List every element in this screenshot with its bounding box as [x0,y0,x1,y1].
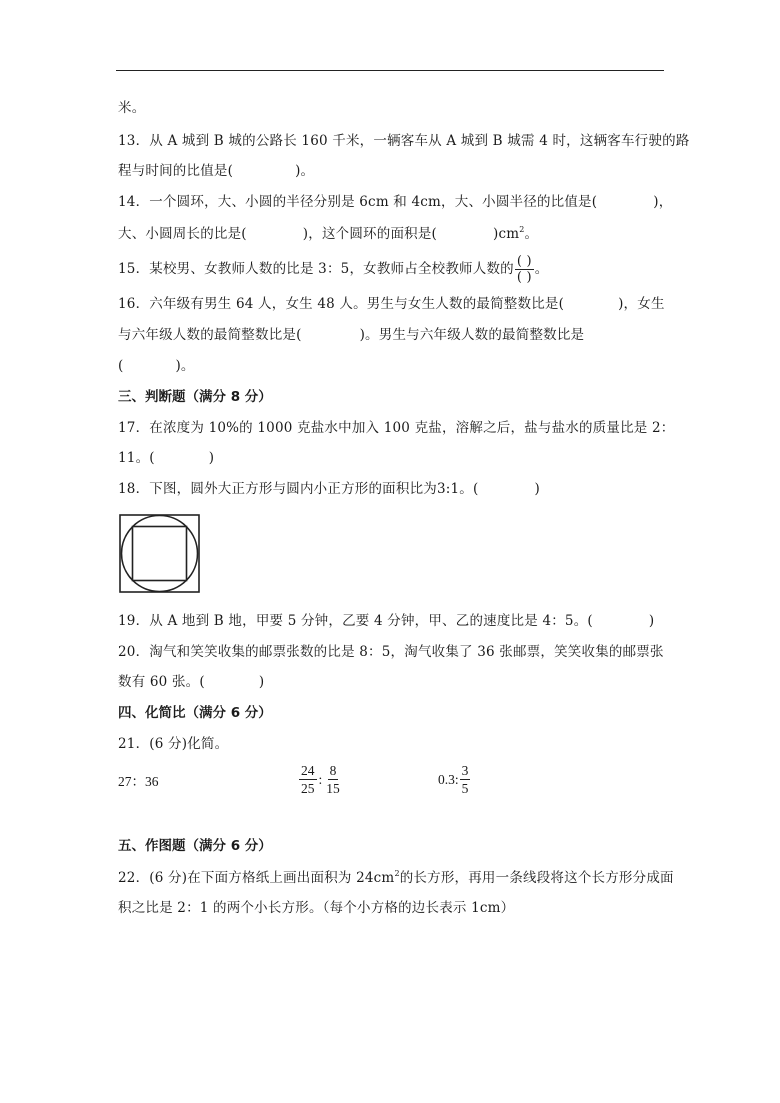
section-3-heading: 三、判断题（满分 8 分） [118,389,272,405]
q22-line2: 积之比是 2：1 的两个小长方形。（每个小方格的边长表示 1cm） [118,900,515,916]
q16-line3: ( )。 [118,358,195,374]
section-5-heading: 五、作图题（满分 6 分） [118,838,272,854]
section-4-heading: 四、化简比（满分 6 分） [118,705,272,721]
q17-line2: 11。( ) [118,450,215,466]
q22-line1: 22．(6 分)在下面方格纸上画出面积为 $24cm^2$的长方形，再用一条线段将这个长方形分成面 [118,869,674,886]
q18-line: 18．下图，圆外大正方形与圆内小正方形的面积比为3:1。( ) [118,481,540,497]
q21-expression-1: 27：36 [118,774,159,789]
q15-fraction-blank[interactable]: $\frac{( )}{( )}$ [516,254,532,285]
q13-line1: 13．从 A 城到 B 城的公路长 160 千米，一辆客车从 A 城到 B 城需 4 时，这辆客车行驶的路 [118,133,690,149]
q19-line: 19．从 A 地到 B 地，甲要 5 分钟，乙要 4 分钟，甲、乙的速度比是 4：5。( ) [118,613,655,629]
q20-line2: 数有 60 张。( ) [118,674,265,690]
q21-expression-3: 0.3: $\frac{3}{5}$ [438,763,469,796]
q21-intro: 21．(6 分)化简。 [118,736,229,752]
square-circle-figure [118,513,202,595]
q17-line1: 17．在浓度为 10%的 1000 克盐水中加入 100 克盐，溶解之后，盐与盐水的质量比是 2： [118,420,675,436]
q21-expression-2: $\frac{24}{25}$ : $\frac{8}{15}$ [301,763,340,796]
q16-line2: 与六年级人数的最简整数比是( )。男生与六年级人数的最简整数比是 [118,327,585,343]
q16-line1: 16．六年级有男生 64 人，女生 48 人。男生与女生人数的最简整数比是( )，女生 [118,296,665,312]
q20-line1: 20．淘气和笑笑收集的邮票张数的比是 8：5，淘气收集了 36 张邮票，笑笑收集的邮票张 [118,644,664,660]
q12-tail: 米。 [118,100,146,116]
q15-line: 15．某校男、女教师人数的比是 3：5，女教师占全校教师人数的 $\frac{( )}{( )}$ 。 [118,254,549,285]
q14-line2: 大、小圆周长的比是( )，这个圆环的面积是( )$cm^2$。 [118,225,539,242]
q14-line1: 14．一个圆环，大、小圆的半径分别是 6cm 和 4cm，大、小圆半径的比值是( )， [118,194,673,210]
q13-line2: 程与时间的比值是( )。 [118,163,315,179]
inner-square [133,527,187,581]
header-rule [116,70,664,71]
